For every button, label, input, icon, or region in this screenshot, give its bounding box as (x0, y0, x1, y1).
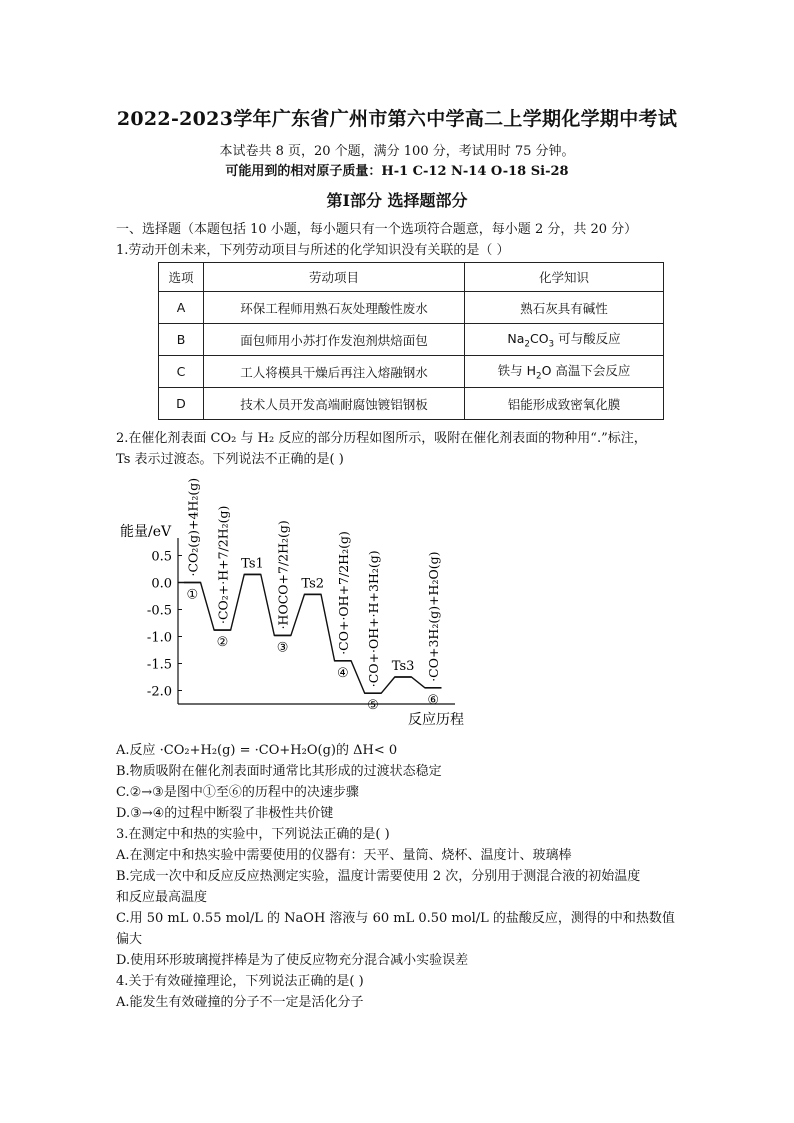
section-title: 第Ⅰ部分 选择题部分 (326, 191, 468, 210)
y-axis-label: 能量/eV (120, 524, 172, 540)
species-label: ·CO+3H₂(g)+H₂O(g) (426, 551, 442, 682)
y-tick-label: -1.0 (146, 630, 172, 646)
table-row (159, 356, 664, 388)
y-tick-label: -2.0 (146, 684, 172, 700)
q2-option-c: C.②→③是图中①至⑥的历程中的决速步骤 (116, 785, 359, 800)
section-instructions: 一、选择题（本题包括 10 小题，每小题只有一个选项符合题意，每小题 2 分，共 20 分） (116, 222, 638, 237)
y-tick-label: -0.5 (146, 603, 172, 619)
atomic-masses: 可能用到的相对原子质量：H-1 C-12 N-14 O-18 Si-28 (225, 164, 569, 179)
table-cell-task: 面包师用小苏打作发泡剂烘焙面包 (204, 324, 465, 356)
q4-stem: 4.关于有效碰撞理论，下列说法正确的是( ) (116, 974, 364, 989)
q4-option-a: A.能发生有效碰撞的分子不一定是活化分子 (116, 995, 364, 1010)
table-cell-option: D (159, 388, 204, 420)
q3-option-b: B.完成一次中和反应反应热测定实验，温度计需要使用 2 次，分别用于测混合液的初始温度 (116, 869, 641, 884)
q2-stem-line2: Ts 表示过渡态。下列说法不正确的是( ) (116, 452, 344, 467)
exam-title: 2022-2023学年广东省广州市第六中学高二上学期化学期中考试 (116, 108, 678, 130)
transition-state-label: Ts2 (301, 576, 325, 592)
table-cell-knowledge: 铁与 $H_2O$ 高温下会反应 (465, 356, 664, 388)
table-cell-option: A (159, 292, 204, 324)
step-marker: ⑤ (367, 698, 379, 714)
table-row (159, 324, 664, 356)
q1-table (158, 262, 664, 420)
y-tick-label: 0.0 (151, 576, 172, 592)
energy-diagram (110, 474, 490, 732)
table-cell-option: B (159, 324, 204, 356)
species-label: ·HOCO+7/2H₂(g) (275, 520, 291, 630)
step-marker: ③ (276, 640, 289, 656)
species-label: ·CO+·OH+7/2H₂(g) (335, 531, 351, 655)
q3-option-b-cont: 和反应最高温度 (116, 890, 208, 905)
table-cell-task: 技术人员开发高端耐腐蚀镀铝钢板 (204, 388, 465, 420)
table-header: 化学知识 (465, 263, 664, 292)
q3-option-d: D.使用环形玻璃搅拌棒是为了使反应物充分混合减小实验误差 (116, 953, 469, 968)
table-header: 选项 (159, 263, 204, 292)
table-row (159, 388, 664, 420)
step-marker: ① (186, 587, 199, 603)
table-cell-task: 工人将模具干燥后再注入熔融钢水 (204, 356, 465, 388)
q3-option-c-cont: 偏大 (116, 932, 143, 947)
exam-info: 本试卷共 8 页，20 个题，满分 100 分，考试用时 75 分钟。 (219, 144, 575, 159)
q2-stem-line1: 2.在催化剂表面 CO₂ 与 H₂ 反应的部分历程如图所示，吸附在催化剂表面的物种用“.”标注， (116, 431, 647, 446)
q2-option-b: B.物质吸附在催化剂表面时通常比其形成的过渡状态稳定 (116, 764, 442, 779)
y-tick-label: -1.5 (146, 657, 172, 673)
species-label: ·CO₂(g)+4H₂(g) (185, 477, 201, 577)
y-tick-label: 0.5 (151, 549, 172, 565)
step-marker: ④ (337, 665, 349, 681)
chart-ticks (147, 550, 182, 700)
q3-option-a: A.在测定中和热实验中需要使用的仪器有：天平、量筒、烧杯、温度计、玻璃棒 (116, 848, 572, 863)
q3-stem: 3.在测定中和热的实验中，下列说法正确的是( ) (116, 827, 390, 842)
x-axis-label: 反应历程 (408, 712, 464, 728)
q3-option-c: C.用 50 mL 0.55 mol/L 的 NaOH 溶液与 60 mL 0.50 mol/L 的盐酸反应，测得的中和热数值 (116, 911, 675, 926)
table-cell-option: C (159, 356, 204, 388)
table-cell-knowledge: 铝能形成致密氧化膜 (465, 388, 664, 420)
table-cell-knowledge: 熟石灰具有碱性 (465, 292, 664, 324)
q2-option-a: A.反应 ·CO₂+H₂(g) = ·CO+H₂O(g)的 ΔH< 0 (116, 743, 398, 758)
step-marker: ⑥ (427, 692, 439, 708)
level-labels (185, 478, 441, 713)
table-cell-task: 环保工程师用熟石灰处理酸性废水 (204, 292, 465, 324)
table-row (159, 292, 664, 324)
species-label: ·CO+·OH+·H+3H₂(g) (365, 550, 381, 688)
step-marker: ② (216, 635, 229, 651)
table-header: 劳动项目 (204, 263, 465, 292)
transition-state-label: Ts1 (241, 556, 264, 572)
table-header-row (159, 263, 664, 292)
q2-option-d: D.③→④的过程中断裂了非极性共价键 (116, 806, 334, 821)
species-label: ·CO₂+·H+7/2H₂(g) (215, 505, 231, 625)
table-cell-knowledge: $Na_2CO_3$ 可与酸反应 (465, 324, 664, 356)
q1-stem: 1.劳动开创未来，下列劳动项目与所述的化学知识没有关联的是（ ） (116, 243, 510, 258)
transition-state-label: Ts3 (391, 659, 415, 674)
